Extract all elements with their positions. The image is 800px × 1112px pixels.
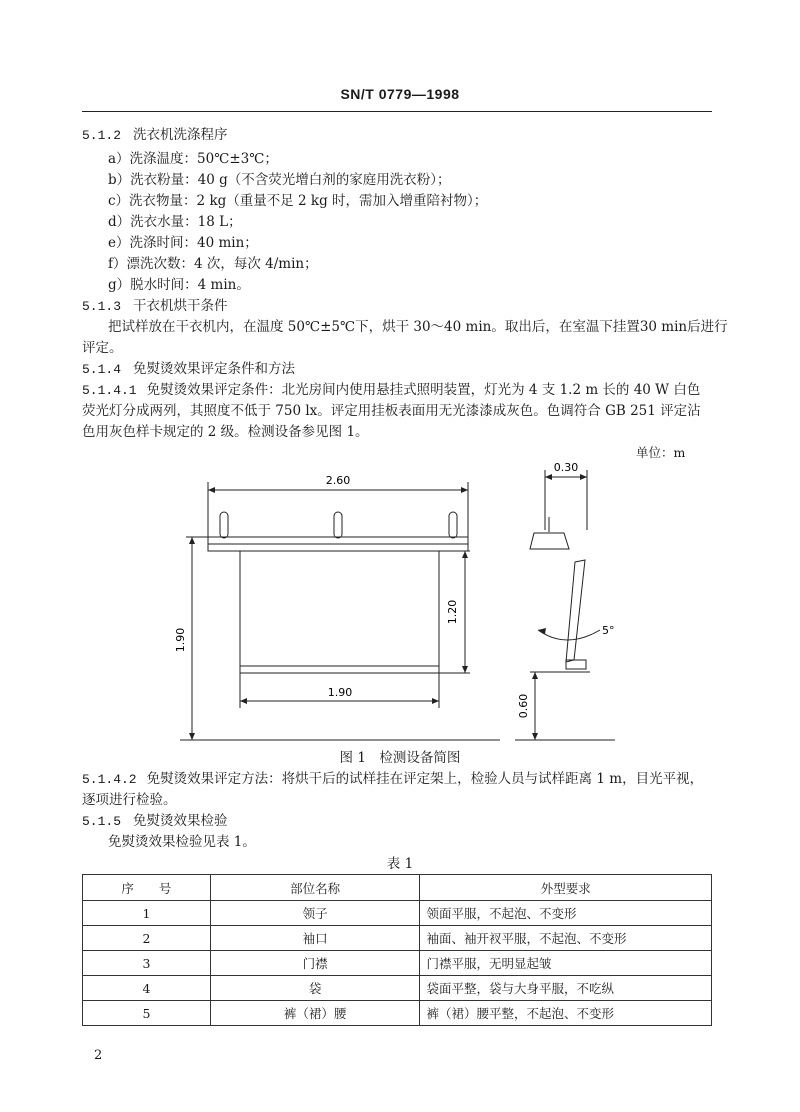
table-cell: 门襟平服，无明显起皱 <box>420 951 712 976</box>
section-number: 5.1.4.2 <box>82 772 137 787</box>
section-title: 免熨烫效果检验 <box>133 813 228 828</box>
table-row <box>83 1001 712 1026</box>
lamp-post <box>449 512 457 538</box>
figure-unit: 单位：m <box>636 445 686 460</box>
table-cell: 3 <box>83 951 211 976</box>
paragraph-line: 免熨烫效果检验见表 1。 <box>108 834 256 850</box>
list-item: b）洗衣粉量：40 g（不含荧光增白剂的家庭用洗衣粉）； <box>108 172 451 188</box>
table-cell: 2 <box>83 926 211 951</box>
dim-label-side-width: 0.30 <box>553 461 579 474</box>
list-item: g）脱水时间：4 min。 <box>108 277 250 293</box>
list-item: f）漂洗次数：4 次，每次 4/min； <box>108 256 318 272</box>
section-number: 5.1.2 <box>82 128 122 143</box>
table-header-row <box>83 875 712 901</box>
table-cell: 袋面平整，袋与大身平服，不吃纵 <box>420 976 712 1001</box>
list-item: a）洗涤温度：50℃±3℃； <box>108 151 278 167</box>
section-number: 5.1.5 <box>82 814 122 829</box>
section-number: 5.1.3 <box>82 299 122 314</box>
lamp-post <box>334 512 342 538</box>
standard-number: SN/T 0779—1998 <box>340 86 460 102</box>
section-number: 5.1.4 <box>82 362 122 377</box>
lamp-side <box>530 533 569 549</box>
display-board <box>240 551 439 673</box>
table-cell: 4 <box>83 976 211 1001</box>
angle-label: 5° <box>602 624 615 637</box>
header-cell: 部位名称 <box>210 875 420 901</box>
table-cell: 领面平服，不起泡、不变形 <box>420 901 712 926</box>
table-cell: 裤（裙）腰平整，不起泡、不变形 <box>420 1001 712 1026</box>
section-5-1-5-heading <box>82 812 228 831</box>
table-cell: 门襟 <box>210 951 420 976</box>
dim-label-total-height: 1.90 <box>174 627 187 653</box>
page-number: 2 <box>94 1048 103 1063</box>
paragraph-line: 评定。 <box>82 340 123 356</box>
paragraph-line: 免熨烫效果评定方法：将烘干后的试样挂在评定架上，检验人员与试样距离 1 m，目光平视， <box>146 771 704 787</box>
dim-label-board-height: 1.20 <box>446 599 459 625</box>
paragraph-line: 免熨烫效果评定条件：北光房间内使用悬挂式照明装置，灯光为 4 支 1.2 m 长的 40 W 白色 <box>146 382 701 398</box>
board-side <box>566 560 585 662</box>
section-title: 洗衣机洗涤程序 <box>133 127 228 142</box>
lamp-post <box>220 512 228 538</box>
table-row <box>83 951 712 976</box>
figure-caption: 图 1 检测设备简图 <box>339 750 461 766</box>
table-row <box>83 901 712 926</box>
list-item: e）洗涤时间：40 min； <box>108 235 258 251</box>
list-item: d）洗衣水量：18 L； <box>108 214 242 230</box>
paragraph-line: 色用灰色样卡规定的 2 级。检测设备参见图 1。 <box>82 424 369 440</box>
header-cell: 外型要求 <box>420 875 712 901</box>
paragraph-line: 荧光灯分成两列，其照度不低于 750 lx。评定用挂板表面用无光漆漆成灰色。色调符合 GB 251 评定沾 <box>82 403 701 419</box>
section-number: 5.1.4.1 <box>82 383 137 398</box>
table-cell: 裤（裙）腰 <box>210 1001 420 1026</box>
dim-label-floor-height: 0.60 <box>517 693 530 719</box>
table-cell: 1 <box>83 901 211 926</box>
section-title: 干衣机烘干条件 <box>133 298 228 313</box>
table-cell: 袖口 <box>210 926 420 951</box>
table-row <box>83 976 712 1001</box>
paragraph-line: 逐项进行检验。 <box>82 792 177 808</box>
table-title: 表 1 <box>386 856 414 872</box>
paragraph-line: 把试样放在干衣机内，在温度 50℃±5℃下，烘干 30～40 min。取出后，在室温下挂置30 min后进行 <box>108 319 728 335</box>
section-5-1-4-2-line <box>82 770 703 789</box>
table-cell: 袋 <box>210 976 420 1001</box>
section-title: 免熨烫效果评定条件和方法 <box>133 361 296 376</box>
table-cell: 领子 <box>210 901 420 926</box>
table-cell: 5 <box>83 1001 211 1026</box>
dim-label-top-width: 2.60 <box>325 474 351 487</box>
dim-label-board-width: 1.90 <box>327 686 353 699</box>
list-item: c）洗衣物量：2 kg（重量不足 2 kg 时，需加入增重陪衬物）； <box>108 193 488 209</box>
table-1 <box>82 874 712 1026</box>
table-row <box>83 926 712 951</box>
header-cell: 序 号 <box>83 875 211 901</box>
table-cell: 袖面、袖开衩平服，不起泡、不变形 <box>420 926 712 951</box>
